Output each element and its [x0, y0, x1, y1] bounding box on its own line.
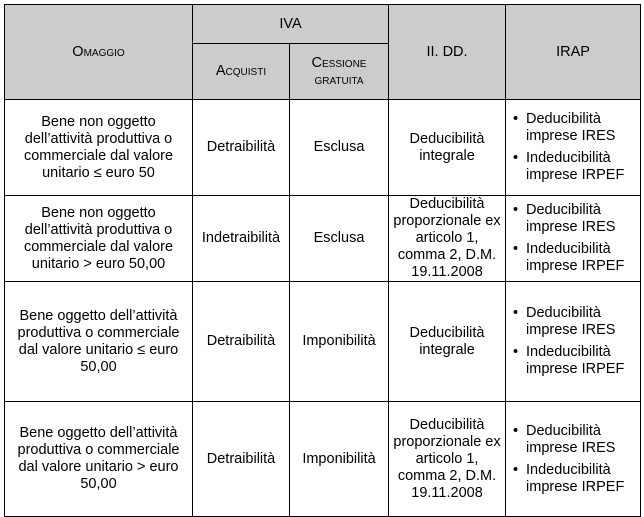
cell-omaggio: Bene non oggetto dell’attività produttiva o commerciale dal valore unitario > euro 50,00 — [5, 196, 193, 282]
cell-acquisti: Detraibilità — [193, 402, 290, 517]
cell-acquisti: Indetraibilità — [193, 196, 290, 282]
irap-item: • Deducibilità imprese IRES — [513, 305, 616, 338]
cell-iidd: Deducibilità proporzionale ex articolo 1, comma 2, D.M. 19.11.2008 — [389, 402, 506, 517]
cell-acquisti: Detraibilità — [193, 282, 290, 402]
cell-iidd: Deducibilità integrale — [389, 282, 506, 402]
cell-iidd: Deducibilità proporzionale ex articolo 1, comma 2, D.M. 19.11.2008 — [389, 196, 506, 282]
cell-irap — [506, 100, 641, 196]
irap-item: • Indeducibilità imprese IRPEF — [513, 461, 625, 495]
irap-item: • Indeducibilità imprese IRPEF — [513, 344, 625, 377]
irap-item: • Deducibilità imprese IRES — [513, 202, 616, 235]
header-omaggio: Omaggio — [5, 5, 193, 100]
cell-irap — [506, 196, 641, 282]
cell-acquisti: Detraibilità — [193, 100, 290, 196]
cell-cessione: Imponibilità — [290, 282, 389, 402]
cell-omaggio: Bene oggetto dell’attività produttiva o commerciale dal valore unitario > euro 50,00 — [5, 402, 193, 517]
cell-omaggio: Bene non oggetto dell’attività produttiva o commerciale dal valore unitario ≤ euro 50 — [5, 100, 193, 196]
cell-irap — [506, 282, 641, 402]
omaggi-table — [4, 4, 641, 517]
irap-item: • Indeducibilità imprese IRPEF — [513, 241, 625, 274]
irap-item: • Deducibilità imprese IRES — [513, 111, 616, 144]
header-cessione: Cessione gratuita — [290, 44, 389, 100]
cell-cessione: Esclusa — [290, 100, 389, 196]
table-row — [5, 196, 641, 282]
header-iidd: II. DD. — [389, 5, 506, 100]
table-row — [5, 100, 641, 196]
table-row — [5, 282, 641, 402]
cell-irap — [506, 402, 641, 517]
table-row — [5, 402, 641, 517]
cell-iidd: Deducibilità integrale — [389, 100, 506, 196]
irap-item: • Indeducibilità imprese IRPEF — [513, 150, 625, 183]
cell-cessione: Esclusa — [290, 196, 389, 282]
cell-omaggio: Bene oggetto dell’attività produttiva o commerciale dal valore unitario ≤ euro 50,00 — [5, 282, 193, 402]
cell-cessione: Imponibilità — [290, 402, 389, 517]
irap-item: • Deducibilità imprese IRES — [513, 422, 616, 456]
header-irap: IRAP — [506, 5, 641, 100]
header-iva: IVA — [193, 5, 389, 44]
header-acquisti: Acquisti — [193, 44, 290, 100]
